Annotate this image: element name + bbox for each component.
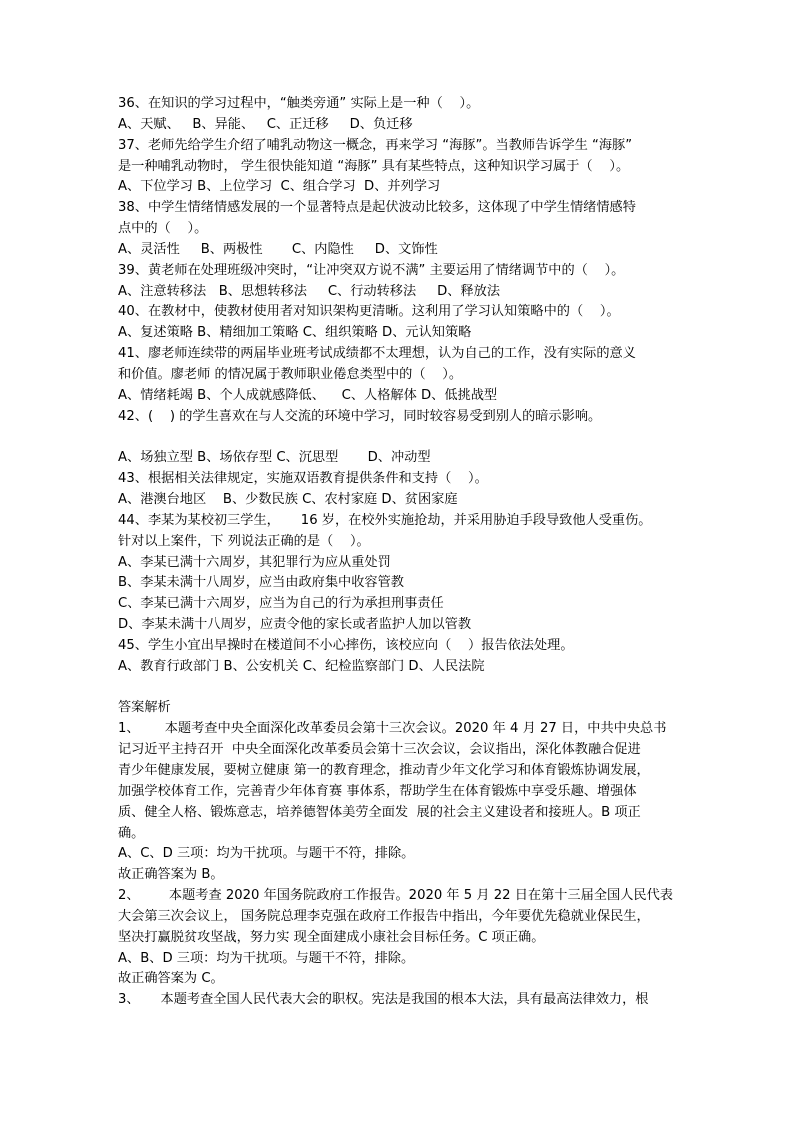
blank-line [118, 678, 684, 699]
question-40-stem: 40、在教材中，使教材使用者对知识架构更清晰。这利用了学习认知策略中的（ ）。 [118, 304, 620, 320]
question-38-stem: 38、中学生情绪情感发展的一个显著特点是起伏波动比较多，这体现了中学生情绪情感特 [118, 200, 636, 216]
answer-1-line-2: 记习近平主持召开 中央全面深化改革委员会第十三次会议，会议指出，深化体教融合促进 [118, 742, 641, 758]
answer-2-conclusion: 故正确答案为 C。 [118, 971, 224, 987]
question-44-option-d: D、李某未满十八周岁，应责令他的家长或者监护人加以管教 [118, 617, 472, 633]
answers-heading: 答案解析 [118, 700, 171, 716]
question-42-options: A、场独立型 B、场依存型 C、沉思型 D、冲动型 [118, 450, 431, 466]
answer-1-line-5: 质、健全人格、锻炼意志，培养德智体美劳全面发 展的社会主义建设者和接班人。B 项正 [118, 804, 641, 820]
question-36-stem: 36、在知识的学习过程中，“触类旁通” 实际上是一种（ ）。 [118, 96, 480, 111]
answer-1-line-4: 加强学校体育工作，完善青少年体育赛 事体系，帮助学生在体育锻炼中享受乐趣、增强体 [118, 783, 637, 799]
answer-2-line-1: 2、 本题考查 2020 年国务院政府工作报告。2020 年 5 月 22 日在第十三届全国人民代表 [118, 888, 673, 904]
question-43-stem: 43、根据相关法律规定，实施双语教育提供条件和支持（ ）。 [118, 471, 488, 487]
question-44-stem: 44、李某为某校初三学生， 16 岁，在校外实施抢劫，并采用胁迫手段导致他人受重伤。 [118, 512, 652, 528]
question-44-option-a: A、李某已满十六周岁，其犯罪行为应从重处罚 [118, 554, 391, 570]
question-43-options: A、港澳台地区 B、少数民族 C、农村家庭 D、贫困家庭 [118, 492, 458, 508]
answer-1-line-3: 青少年健康发展，要树立健康 第一的教育理念，推动青少年文化学习和体育锻炼协调发展， [118, 763, 650, 778]
question-44-option-c: C、李某已满十六周岁，应当为自己的行为承担刑事责任 [118, 596, 444, 612]
question-42-stem: 42、( ) 的学生喜欢在与人交流的环境中学习，同时较容易受到别人的暗示影响。 [118, 408, 602, 424]
question-41-stem-cont: 和价值。廖老师 的情况属于教师职业倦怠类型中的（ ）。 [118, 366, 463, 382]
question-39-options: A、注意转移法 B、思想转移法 C、行动转移法 D、释放法 [118, 283, 501, 299]
question-37-stem: 37、老师先给学生介绍了哺乳动物这一概念，再来学习 “海豚”。当教师告诉学生 “海豚” [118, 137, 633, 153]
answer-2-line-3: 坚决打赢脱贫攻坚战，努力实 现全面建成小康社会目标任务。C 项正确。 [118, 929, 545, 945]
question-37-options: A、下位学习 B、上位学习 C、组合学习 D、并列学习 [118, 179, 441, 195]
question-39-stem: 39、黄老师在处理班级冲突时，“让冲突双方说不满” 主要运用了情绪调节中的（ ）。 [118, 262, 625, 278]
answer-3-line-1: 3、 本题考查全国人民代表大会的职权。宪法是我国的根本大法，具有最高法律效力，根 [118, 992, 649, 1008]
answer-2-exclusion: A、B、D 三项：均为干扰项。与题干不符，排除。 [118, 950, 415, 966]
question-44-option-b: B、李某未满十八周岁，应当由政府集中收容管教 [118, 575, 404, 591]
answer-1-conclusion: 故正确答案为 B。 [118, 867, 224, 883]
question-41-stem: 41、廖老师连续带的两届毕业班考试成绩都不太理想，认为自己的工作，没有实际的意义 [118, 346, 636, 362]
question-38-options: A、灵活性 B、两极性 C、内隐性 D、文饰性 [118, 241, 438, 257]
answer-1-line-1: 1、 本题考查中央全面深化改革委员会第十三次会议。2020 年 4 月 27 日，中共中央总书 [118, 721, 667, 737]
document-page [118, 94, 684, 1011]
question-41-options: A、情绪耗竭 B、个人成就感降低、 C、人格解体 D、低挑战型 [118, 387, 498, 403]
blank-line [118, 428, 684, 449]
question-45-stem: 45、学生小宜出早操时在楼道间不小心摔伤，该校应向（ ）报告依法处理。 [118, 637, 574, 653]
question-40-options: A、复述策略 B、精细加工策略 C、组织策略 D、元认知策略 [118, 325, 472, 341]
answer-1-exclusion: A、C、D 三项：均为干扰项。与题干不符，排除。 [118, 846, 415, 862]
answer-2-line-2: 大会第三次会议上， 国务院总理李克强在政府工作报告中指出，今年要优先稳就业保民生， [118, 908, 650, 924]
question-37-stem-cont: 是一种哺乳动物时， 学生很快能知道 “海豚” 具有某些特点，这种知识学习属于（ ）。 [118, 158, 630, 174]
question-45-options: A、教育行政部门 B、公安机关 C、纪检监察部门 D、人民法院 [118, 658, 485, 674]
answer-1-line-6: 确。 [118, 825, 145, 841]
question-36-options: A、天赋、 B、异能、 C、正迁移 D、负迁移 [118, 116, 413, 132]
question-38-stem-cont: 点中的（ ）。 [118, 221, 208, 237]
question-44-stem-cont: 针对以上案件，下 列说法正确的是（ ）。 [118, 533, 370, 549]
